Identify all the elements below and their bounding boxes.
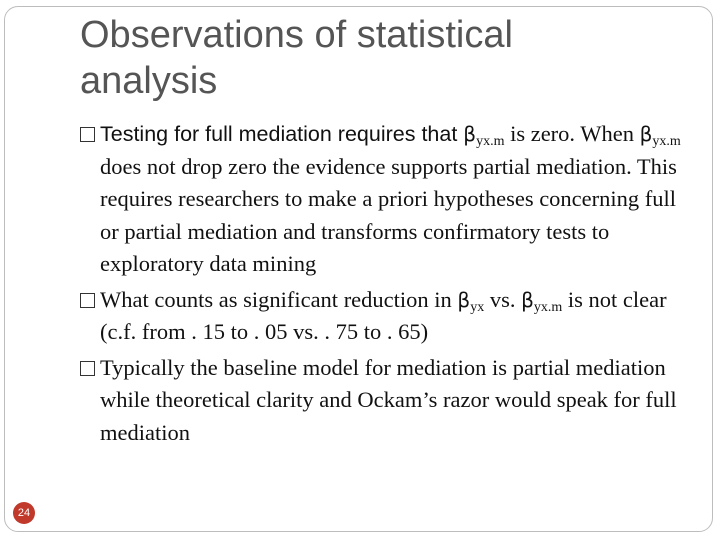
bullet-text: does not drop zero the evidence supports partial mediation. This requires researchers to make a priori hypotheses concerning full or partial mediation and transforms confirmatory tests to exploratory data mining: [100, 153, 677, 276]
bullet-full-mediation: [80, 118, 690, 281]
slide-title: Observations of statistical analysis: [80, 14, 513, 102]
bullet-list: [80, 118, 690, 452]
page-number-badge: 24: [13, 502, 35, 524]
beta-symbol: β: [463, 122, 477, 146]
bullet-text: vs.: [484, 286, 522, 312]
checkbox-bullet-icon: [80, 361, 95, 376]
beta-symbol: β: [521, 287, 534, 312]
beta-symbol: β: [457, 287, 471, 312]
beta-subscript: yx.m: [652, 134, 681, 149]
beta-subscript: yx.m: [533, 299, 563, 315]
bullet-text: Testing for full mediation requires that: [100, 122, 464, 146]
bullet-text: is zero. When: [504, 121, 640, 146]
bullet-text: is not clear (c.f. from . 15 to . 05 vs. . 75 to . 65): [100, 286, 667, 344]
bullet-text: Typically the baseline model for mediation is partial mediation while theoretical clarity and Ockam’s razor would speak for full mediation: [100, 354, 677, 445]
checkbox-bullet-icon: [80, 127, 95, 142]
beta-symbol: β: [639, 122, 653, 146]
beta-subscript: yx: [470, 299, 485, 315]
checkbox-bullet-icon: [80, 293, 95, 308]
bullet-baseline-model: [80, 352, 690, 450]
bullet-text: What counts as significant reduction in: [100, 286, 458, 312]
beta-subscript: yx.m: [476, 134, 505, 149]
bullet-significant-reduction: [80, 284, 690, 349]
